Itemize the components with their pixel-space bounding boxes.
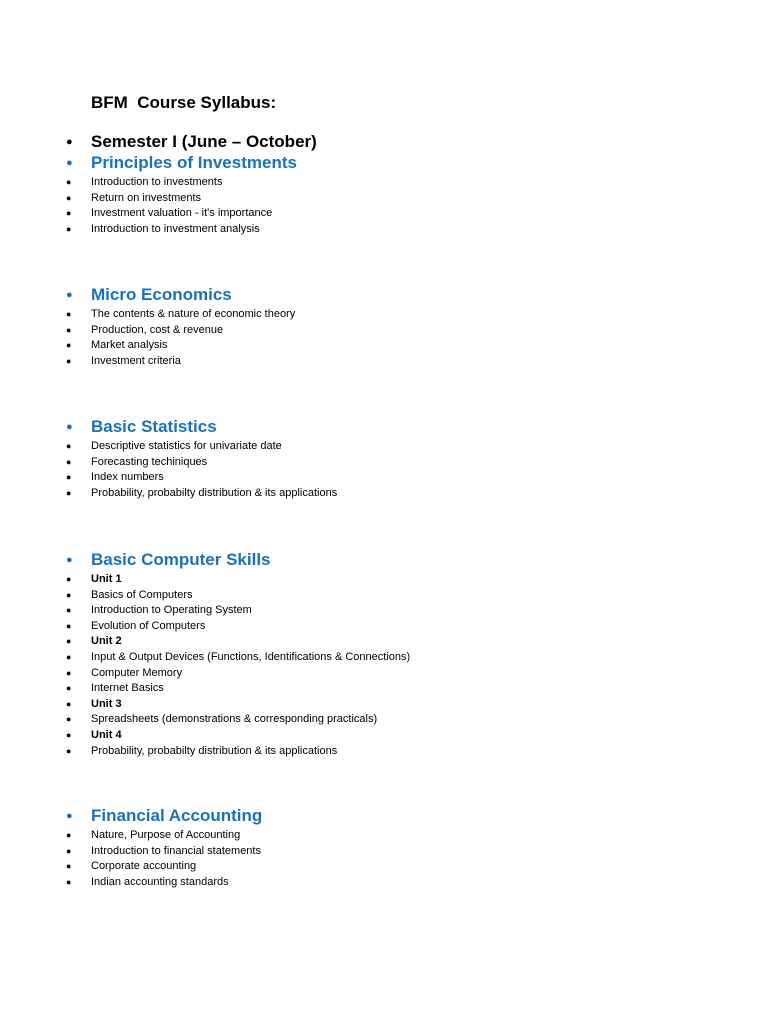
list-item-text: Introduction to Operating System (91, 604, 252, 616)
unit-label-text: Unit 1 (91, 573, 122, 585)
list-item-text: Introduction to investment analysis (91, 223, 260, 235)
unit-label-text: Unit 4 (91, 729, 122, 741)
list-item-text: Internet Basics (91, 682, 164, 694)
bullet-icon: ● (66, 472, 72, 482)
list-item-text: Return on investments (91, 192, 202, 204)
bullet-icon: ● (66, 877, 72, 887)
list-item-text: Probability, probabilty distribution & its applications (91, 487, 338, 499)
bullet-icon: ● (66, 193, 72, 203)
list-item-text: Index numbers (91, 471, 164, 483)
bullet-icon: ● (66, 652, 72, 662)
bullet-icon: ● (66, 289, 73, 301)
bullet-icon: ● (66, 356, 72, 366)
bullet-icon: ● (66, 325, 72, 335)
document-title: BFM Course Syllabus: (91, 93, 277, 112)
list-item-text: Evolution of Computers (91, 620, 206, 632)
bullet-icon: ● (66, 830, 72, 840)
list-item-text: Forecasting techiniques (91, 456, 208, 468)
list-item-text: Indian accounting standards (91, 876, 229, 888)
bullet-icon: ● (66, 340, 72, 350)
semester-heading-text: Semester I (June – October) (91, 132, 317, 151)
bullet-icon: ● (66, 714, 72, 724)
bullet-icon: ● (66, 157, 73, 169)
bullet-icon: ● (66, 224, 72, 234)
list-item-text: Descriptive statistics for univariate date (91, 440, 282, 452)
bullet-icon: ● (66, 683, 72, 693)
bullet-icon: ● (66, 441, 72, 451)
bullet-icon: ● (66, 177, 72, 187)
bullet-icon: ● (66, 621, 72, 631)
bullet-icon: ● (66, 590, 72, 600)
bullet-icon: ● (66, 309, 72, 319)
bullet-icon: ● (66, 746, 72, 756)
bullet-icon: ● (66, 699, 72, 709)
list-item-text: Production, cost & revenue (91, 324, 224, 336)
unit-label-text: Unit 3 (91, 698, 122, 710)
bullet-icon: ● (66, 488, 72, 498)
list-item-text: Computer Memory (91, 667, 183, 679)
bullet-icon: ● (66, 421, 73, 433)
bullet-icon: ● (66, 668, 72, 678)
list-item-text: Investment criteria (91, 355, 181, 367)
list-item-text: Introduction to investments (91, 176, 223, 188)
section-heading-text: Micro Economics (91, 285, 232, 304)
list-item-text: Introduction to financial statements (91, 845, 261, 857)
list-item-text: Corporate accounting (91, 860, 197, 872)
unit-label-text: Unit 2 (91, 635, 122, 647)
bullet-icon: ● (66, 457, 72, 467)
section-heading-text: Basic Computer Skills (91, 550, 271, 569)
bullet-icon: ● (66, 846, 72, 856)
list-item-text: The contents & nature of economic theory (91, 308, 296, 320)
section-heading-text: Financial Accounting (91, 806, 263, 825)
bullet-icon: ● (66, 574, 72, 584)
section-heading-text: Principles of Investments (91, 153, 297, 172)
list-item-text: Basics of Computers (91, 589, 193, 601)
list-item-text: Input & Output Devices (Functions, Identifications & Connections) (91, 651, 411, 663)
bullet-icon: ● (66, 861, 72, 871)
list-item-text: Market analysis (91, 339, 168, 351)
bullet-icon: ● (66, 208, 72, 218)
list-item-text: Nature, Purpose of Accounting (91, 829, 241, 841)
list-item-text: Spreadsheets (demonstrations & corresponding practicals) (91, 713, 378, 725)
list-item-text: Probability, probabilty distribution & its applications (91, 745, 338, 757)
section-heading-text: Basic Statistics (91, 417, 217, 436)
bullet-icon: ● (66, 730, 72, 740)
bullet-icon: ● (66, 605, 72, 615)
bullet-icon: ● (66, 554, 73, 566)
bullet-icon: ● (66, 136, 73, 148)
bullet-icon: ● (66, 636, 72, 646)
list-item-text: Investment valuation - it's importance (91, 207, 273, 219)
bullet-icon: ● (66, 810, 73, 822)
